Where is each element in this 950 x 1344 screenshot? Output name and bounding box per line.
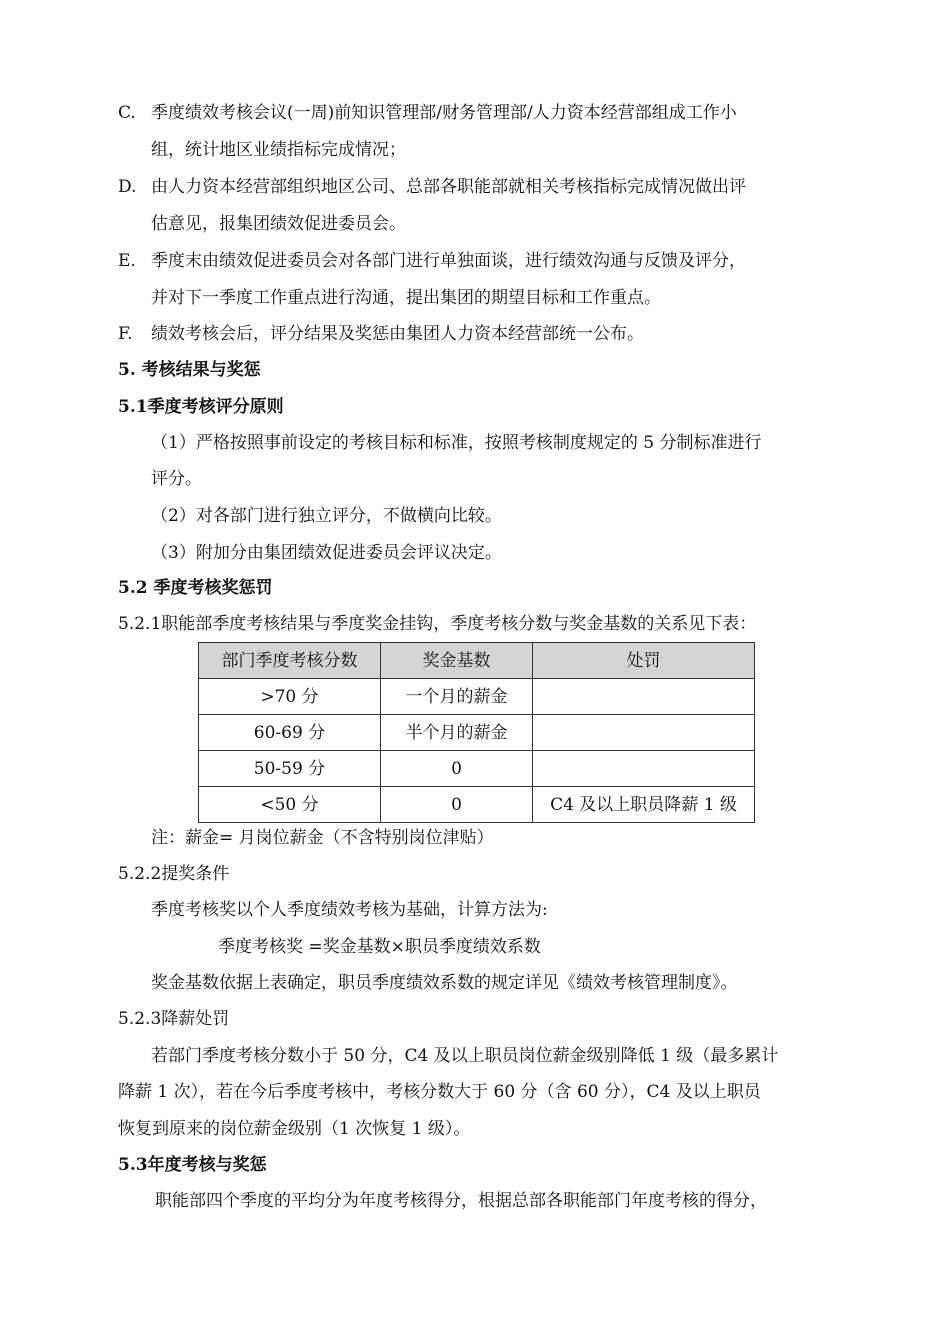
table-note: 注：薪金= 月岗位薪金（不含特别岗位津贴）	[151, 828, 494, 848]
section-5-3-heading: 5.3年度考核与奖惩	[118, 1155, 267, 1175]
cell-score: 60-69 分	[199, 715, 381, 751]
cell-bonus-base: 0	[381, 787, 533, 823]
salary-cut-line3: 恢复到原来的岗位薪金级别（1 次恢复 1 级）。	[118, 1119, 471, 1139]
step-e-line2: 并对下一季度工作重点进行沟通，提出集团的期望目标和工作重点。	[151, 288, 661, 308]
cell-score: >70 分	[199, 679, 381, 715]
section-5-2-1-text: 5.2.1职能部季度考核结果与季度奖金挂钩，季度考核分数与奖金基数的关系见下表：	[118, 614, 757, 634]
principle-3: （3）附加分由集团绩效促进委员会评议决定。	[151, 543, 502, 563]
section-5-2-3-heading: 5.2.3降薪处罚	[118, 1009, 230, 1029]
table-row	[199, 679, 755, 715]
step-c-line2: 组，统计地区业绩指标完成情况；	[151, 140, 406, 160]
table-header-row	[199, 643, 755, 679]
step-c-marker: C.	[118, 103, 136, 123]
bonus-basis-text: 季度考核奖以个人季度绩效考核为基础，计算方法为:	[151, 900, 548, 920]
cell-penalty	[533, 751, 755, 787]
step-f-line1: 绩效考核会后，评分结果及奖惩由集团人力资本经营部统一公布。	[151, 324, 644, 344]
step-d-marker: D.	[118, 177, 137, 197]
cell-score: 50-59 分	[199, 751, 381, 787]
bonus-score-table	[198, 642, 755, 823]
step-f-marker: F.	[118, 324, 133, 344]
cell-bonus-base: 一个月的薪金	[381, 679, 533, 715]
bonus-formula: 季度考核奖 =奖金基数×职员季度绩效系数	[218, 937, 541, 957]
cell-score: <50 分	[199, 787, 381, 823]
principle-1-line2: 评分。	[151, 469, 202, 489]
step-e-marker: E.	[118, 251, 136, 271]
header-score: 部门季度考核分数	[199, 643, 381, 679]
header-penalty: 处罚	[533, 643, 755, 679]
step-e-line1: 季度末由绩效促进委员会对各部门进行单独面谈，进行绩效沟通与反馈及评分，	[151, 251, 746, 271]
annual-assessment-line1: 职能部四个季度的平均分为年度考核得分，根据总部各职能部门年度考核的得分，	[155, 1191, 767, 1211]
bonus-base-reference: 奖金基数依据上表确定，职员季度绩效系数的规定详见《绩效考核管理制度》。	[151, 973, 738, 993]
salary-cut-line1: 若部门季度考核分数小于 50 分，C4 及以上职员岗位薪金级别降低 1 级（最多累计	[151, 1046, 779, 1066]
cell-penalty	[533, 715, 755, 751]
section-5-heading: 5. 考核结果与奖惩	[118, 360, 261, 380]
section-5-2-heading: 5.2 季度考核奖惩罚	[118, 578, 273, 598]
table-row	[199, 715, 755, 751]
header-bonus-base: 奖金基数	[381, 643, 533, 679]
step-d-line2: 估意见，报集团绩效促进委员会。	[151, 214, 406, 234]
cell-penalty	[533, 679, 755, 715]
salary-cut-line2: 降薪 1 次），若在今后季度考核中，考核分数大于 60 分（含 60 分），C4 及以上职员	[118, 1082, 761, 1102]
cell-bonus-base: 半个月的薪金	[381, 715, 533, 751]
cell-bonus-base: 0	[381, 751, 533, 787]
section-5-1-heading: 5.1季度考核评分原则	[118, 397, 284, 417]
table-row	[199, 751, 755, 787]
step-d-line1: 由人力资本经营部组织地区公司、总部各职能部就相关考核指标完成情况做出评	[151, 177, 746, 197]
principle-1-line1: （1）严格按照事前设定的考核目标和标准，按照考核制度规定的 5 分制标准进行	[151, 433, 762, 453]
table-row	[199, 787, 755, 823]
principle-2: （2）对各部门进行独立评分，不做横向比较。	[151, 506, 502, 526]
step-c-line1: 季度绩效考核会议(一周)前知识管理部/财务管理部/人力资本经营部组成工作小	[151, 103, 737, 123]
section-5-2-2-heading: 5.2.2提奖条件	[118, 864, 230, 884]
cell-penalty: C4 及以上职员降薪 1 级	[533, 787, 755, 823]
